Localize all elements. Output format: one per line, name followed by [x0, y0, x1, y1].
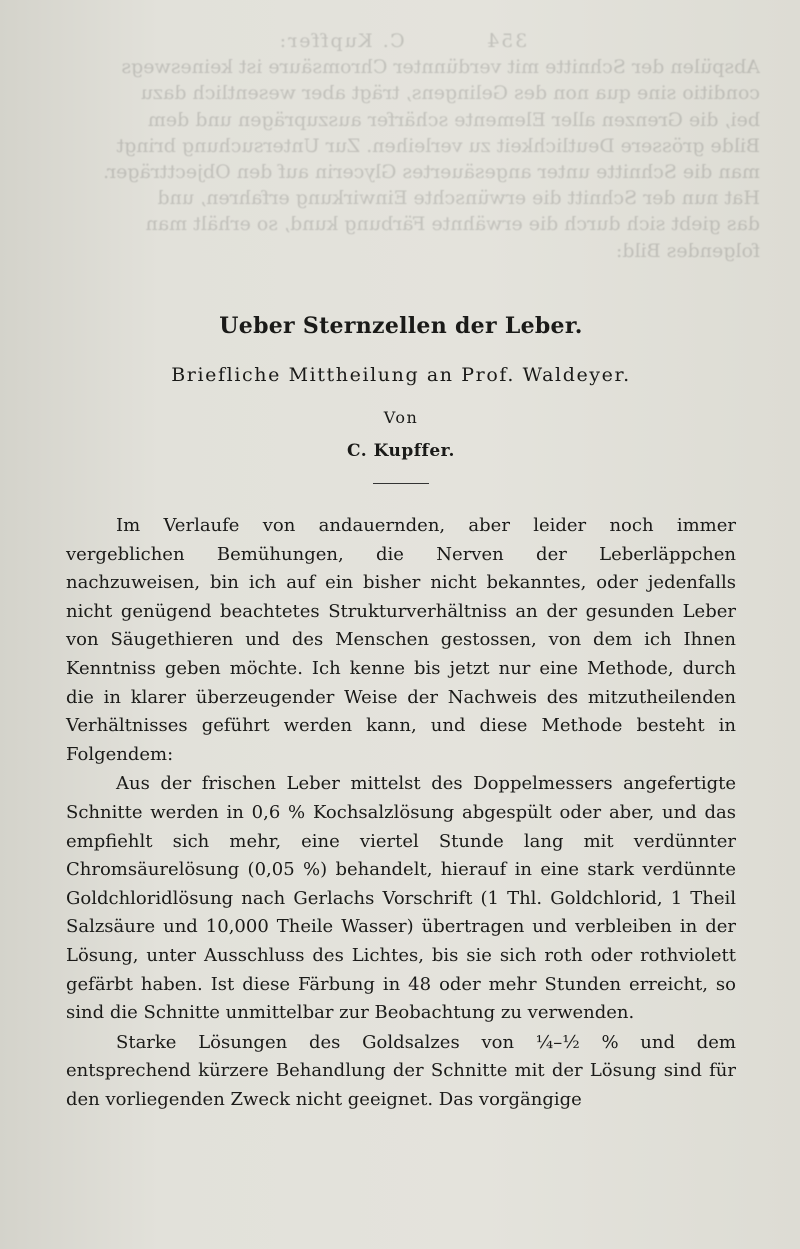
bleed-line: bei, die Grenzen aller Elemente schärfer auszuprägen und dem — [147, 108, 760, 131]
bleed-line: folgendes Bild: — [615, 239, 760, 262]
paragraph: Aus der frischen Leber mittelst des Doppelmessers angefertigte Schnitte werden in 0,6 % Kochsalzlösung abgespült oder aber, und das empfiehlt sich mehr, eine viertel Stunde lang mit verdünnter Chromsäurelösung (0,05 %) behandelt, hierauf in eine stark verdünnte Goldchloridlösung nach Gerlachs Vorschrift (1 Thl. Goldchlorid, 1 Theil Salzsäure und 10,000 Theile Wasser) übertragen und verbleiben in der Lösung, unter Ausschluss des Lichtes, bis sie sich roth oder rothviolett gefärbt haben. Ist diese Färbung in 48 oder mehr Stunden erreicht, so sind die Schnitte unmittelbar zur Beobachtung zu verwenden. — [66, 773, 736, 1024]
article-subtitle: Briefliche Mittheilung an Prof. Waldeyer. — [171, 364, 631, 386]
author-name: C. Kupffer. — [347, 441, 455, 461]
bleed-line: conditio sine qua non des Gelingens, trägt aber wesentlich dazu — [140, 82, 760, 105]
bleed-line: Bilde grössere Deutlichkeit zu verleihen. Zur Untersuchung bringt — [116, 134, 760, 157]
by-label: Von — [383, 408, 419, 427]
divider — [373, 483, 429, 484]
bleed-line: man die Schnitte unter angesäuertes Glycerin auf den Objectträger. — [103, 161, 760, 184]
bleed-line: das giebt sich durch die erwähnte Färbung kund, so erhält man — [145, 213, 760, 236]
article-title: Ueber Sternzellen der Leber. — [219, 313, 583, 339]
bleed-running-head: 354 C. Kupffer: — [277, 30, 528, 52]
bleed-line: Hat nun der Schnitt die erwünschte Einwirkung erfahren, und — [157, 187, 760, 210]
bleed-line: Abspülen der Schnitte mit verdünnter Chromsäure ist keineswegs — [121, 56, 760, 79]
paragraph: Im Verlaufe von andauernden, aber leider noch immer vergeblichen Bemühungen, die Nerven der Leberläppchen nachzuweisen, bin ich auf ein bisher nicht bekanntes, oder jedenfalls nicht genügend beachtetes Strukturverhältniss an der gesunden Leber von Säugethieren und des Menschen gestossen, von dem ich Ihnen Kenntniss geben möchte. Ich kenne bis jetzt nur eine Methode, durch die in klarer überzeugender Weise der Nachweis des mitzutheilenden Verhältnisses geführt werden kann, und diese Methode besteht in Folgendem: — [66, 515, 736, 765]
article — [66, 300, 736, 1114]
article-body — [66, 512, 736, 1114]
paragraph: Starke Lösungen des Goldsalzes von ¼–½ % und dem entsprechend kürzere Behandlung der Schnitte mit der Lösung sind für den vorliegenden Zweck nicht geeignet. Das vorgängige — [66, 1031, 736, 1110]
reverse-side-bleed-through — [45, 28, 760, 264]
